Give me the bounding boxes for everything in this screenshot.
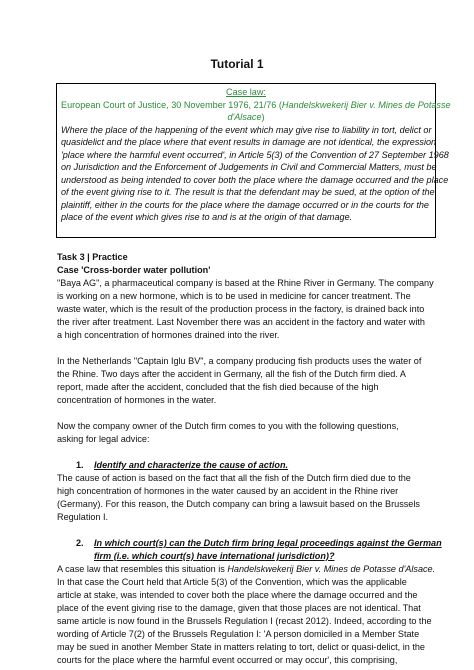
case-body-line: quasidelict and the place where that event results in damage are not identical, the expression [61, 137, 437, 147]
para1-line: is working on a new hormone, which is to be used in medicine for cancer treatment. The [57, 291, 411, 301]
para1-line: "Baya AG", a pharmaceutical company is based at the Rhine River in Germany. The company [57, 278, 434, 288]
answer2-line: article at stake, was intended to cover both the place where the damage occurred and the [57, 590, 418, 600]
para2-line: In the Netherlands "Captain Iglu BV", a company producing fish products uses the water of [57, 356, 422, 366]
case-law-box [56, 83, 451, 238]
para3-line: asking for legal advice: [57, 434, 150, 444]
answer2-line: wording of Article 7(2) of the Brussels Regulation I: 'A person domiciled in a Member State [57, 629, 420, 639]
answer1-line: high concentration of hormones in the water caused by an accident in the Rhine river [57, 486, 399, 496]
question-2: 2. In which court(s) can the Dutch firm bring legal proceedings against the German [76, 538, 442, 548]
case-law-heading: Case law: [226, 87, 266, 97]
case-law-body [61, 124, 449, 224]
answer2-line: place of the event giving rise to the damage, given that those places are not identical. That [57, 603, 421, 613]
case-title: Case 'Cross-border water pollution' [57, 265, 211, 275]
para2-line: concentration of hormones in the water. [57, 395, 217, 405]
answer2-line: In that case the Court held that Article 5(3) of the Convention, which was the applicable [57, 577, 407, 587]
page-title: Tutorial 1 [210, 57, 264, 71]
para2-line: report, made after the accident, concluded that the fish died because of the high [57, 382, 379, 392]
task-heading: Task 3 | Practice [57, 252, 128, 262]
case-body-line: place of the event which gives rise to and is at the origin of that damage. [61, 212, 353, 222]
answer1-line: The cause of action is based on the fact that all the fish of the Dutch firm died due to the [57, 473, 411, 483]
answer2-line: may be sued in another Member State in matters relating to tort, delict or quasi-delict, in the [57, 642, 425, 652]
case-body-line: on Jurisdiction and the Enforcement of Judgements in Civil and Commercial Matters, must be [61, 162, 437, 172]
case-citation-line-2: d'Alsace) [227, 112, 265, 122]
case-body-line: of the event giving rise to it. The result is that the defendant may be sued, at the option of the [61, 187, 435, 197]
answer2-first-line: A case law that resembles this situation is Handelskwekerij Bier v. Mines de Potasse d'Alsace. [57, 564, 436, 574]
answer2-line: same article is now found in the Brussels Regulation I (recast 2012). Indeed, according to the [57, 616, 432, 626]
para1-line: waste water, which is the result of the production process in the factory, is drained back into [57, 304, 425, 314]
para1-line: the river after treatment. Last November there was an accident in the factory and water with [57, 317, 425, 327]
case-body-line: 'place where the harmful event occurred', in Article 5(3) of the Convention of 27 September 1968 [61, 149, 449, 160]
para3-line: Now the company owner of the Dutch firm comes to you with the following questions, [57, 421, 399, 431]
case-body-line: Where the place of the happening of the event which may give rise to liability in tort, delict or [61, 124, 432, 135]
para1-line: a high concentration of hormones drained into the river. [57, 330, 280, 340]
para2-line: the Rhine. Two days after the accident in Germany, all the fish of the Dutch firm died. A [57, 369, 406, 379]
answer1-line: (Germany). For this reason, the Dutch company can bring a lawsuit based on the Brussels [57, 499, 420, 509]
question-2-line-2: firm (i.e. which court(s) have international jurisdiction)? [94, 551, 335, 561]
question-1: 1. Identify and characterize the cause of action. [76, 460, 289, 470]
answer1-line: Regulation I. [57, 512, 109, 522]
answer2-line: courts for the place where the harmful event occurred or may occur', this comprising, [57, 655, 398, 665]
case-body-line: understood as being intended to cover both the place where the damage occurred and the place [61, 174, 449, 185]
case-body-line: plaintiff, either in the courts for the place where the damage occurred or in the courts for the [61, 199, 429, 210]
case-citation-line-1: European Court of Justice, 30 November 1976, 21/76 (Handelskwekerij Bier v. Mines de Potasse [61, 99, 451, 110]
